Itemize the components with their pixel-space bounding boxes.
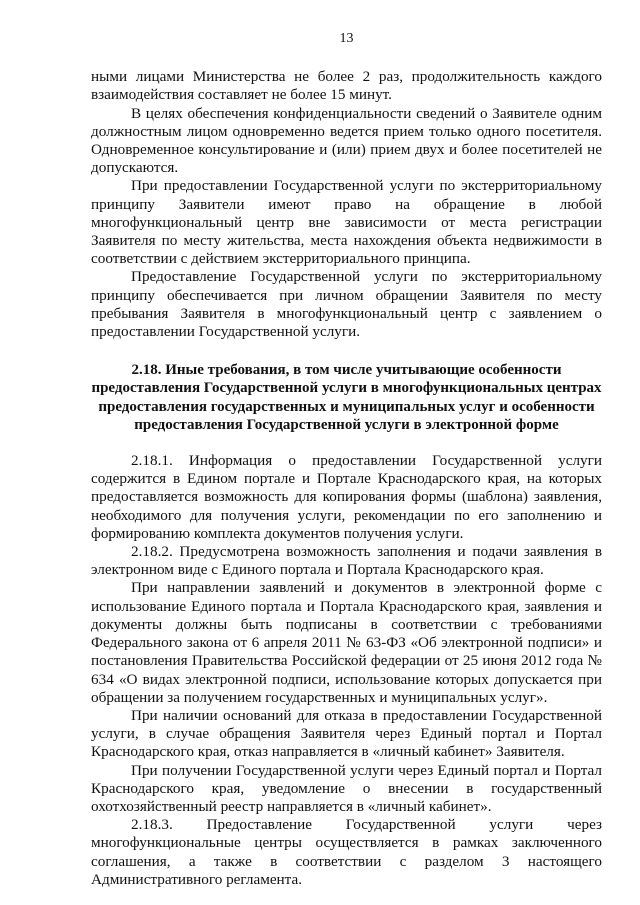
paragraph-2-18-1: 2.18.1. Информация о предоставлении Государственной услуги содержится в Едином портале и Портале Краснодарского края, на которых предоставляется возможность для копирования формы (шаблона) заявления, необходимого для получения услуги, рекомендации по его заполнению и формированию комплекта документов получения услуги. <box>91 452 602 542</box>
paragraph-exterritorial-right: При предоставлении Государственной услуги по экстерриториальному принципу Заявители имеют право на обращение в любой многофункциональный центр вне зависимости от места регистрации Заявителя по месту жительства, места нахождения объекта недвижимости в соответствии с действием экстерриториального принципа. <box>91 177 602 268</box>
paragraph-2-18-2: 2.18.2. Предусмотрена возможность заполнения и подачи заявления в электронном виде с Единого портала и Портала Краснодарского края. <box>91 543 602 579</box>
section-heading: 2.18. Иные требования, в том числе учитывающие особенности предоставления Государственной услуги в многофункциональных центрах предоставления государственных и муниципальных услуг и особенности предоставления Государственной услуги в электронной форме <box>91 362 602 433</box>
paragraph-continuation: ными лицами Министерства не более 2 раз, продолжительность каждого взаимодействия составляет не более 15 минут. <box>91 68 602 104</box>
paragraph-refusal: При наличии оснований для отказа в предоставлении Государственной услуги, в случае обращения Заявителя через Единый портал и Портал Краснодарского края, отказ направляется в «личный кабинет» Заявителя. <box>91 706 602 761</box>
paragraph-electronic-signature: При направлении заявлений и документов в электронной форме с использование Единого портала и Портала Краснодарского края, заявления и документы должны быть подписаны в соответствии с требованиями Федерального закона от 6 апреля 2011 № 63-ФЗ «Об электронной подписи» и постановления Правительства Российской федерации от 25 июня 2012 года № 634 «О видах электронной подписи, использование которых допускается при обращении за получением государственных и муниципальных услуг». <box>91 579 602 706</box>
paragraph-2-18-3: 2.18.3. Предоставление Государственной услуги через многофункциональные центры осуществляется в рамках заключенного соглашения, а также в соответствии с разделом 3 настоящего Административного регламента. <box>91 816 602 888</box>
paragraph-exterritorial-personal: Предоставление Государственной услуги по экстерриториальному принципу обеспечивается при личном обращении Заявителя по месту пребывания Заявителя в многофункциональный центр с заявлением о предоставлении Государственной услуги. <box>91 268 602 341</box>
paragraph-notification: При получении Государственной услуги через Единый портал и Портал Краснодарского края, уведомление о внесении в государственный охотхозяйственный реестр направляется в «личный кабинет». <box>91 761 602 815</box>
paragraph-confidentiality: В целях обеспечения конфиденциальности сведений о Заявителе одним должностным лицом одновременно ведется прием только одного посетителя. Одновременное консультирование и (или) прием двух и более посетителей не допускаются. <box>91 104 602 177</box>
page-number: 13 <box>339 31 354 46</box>
